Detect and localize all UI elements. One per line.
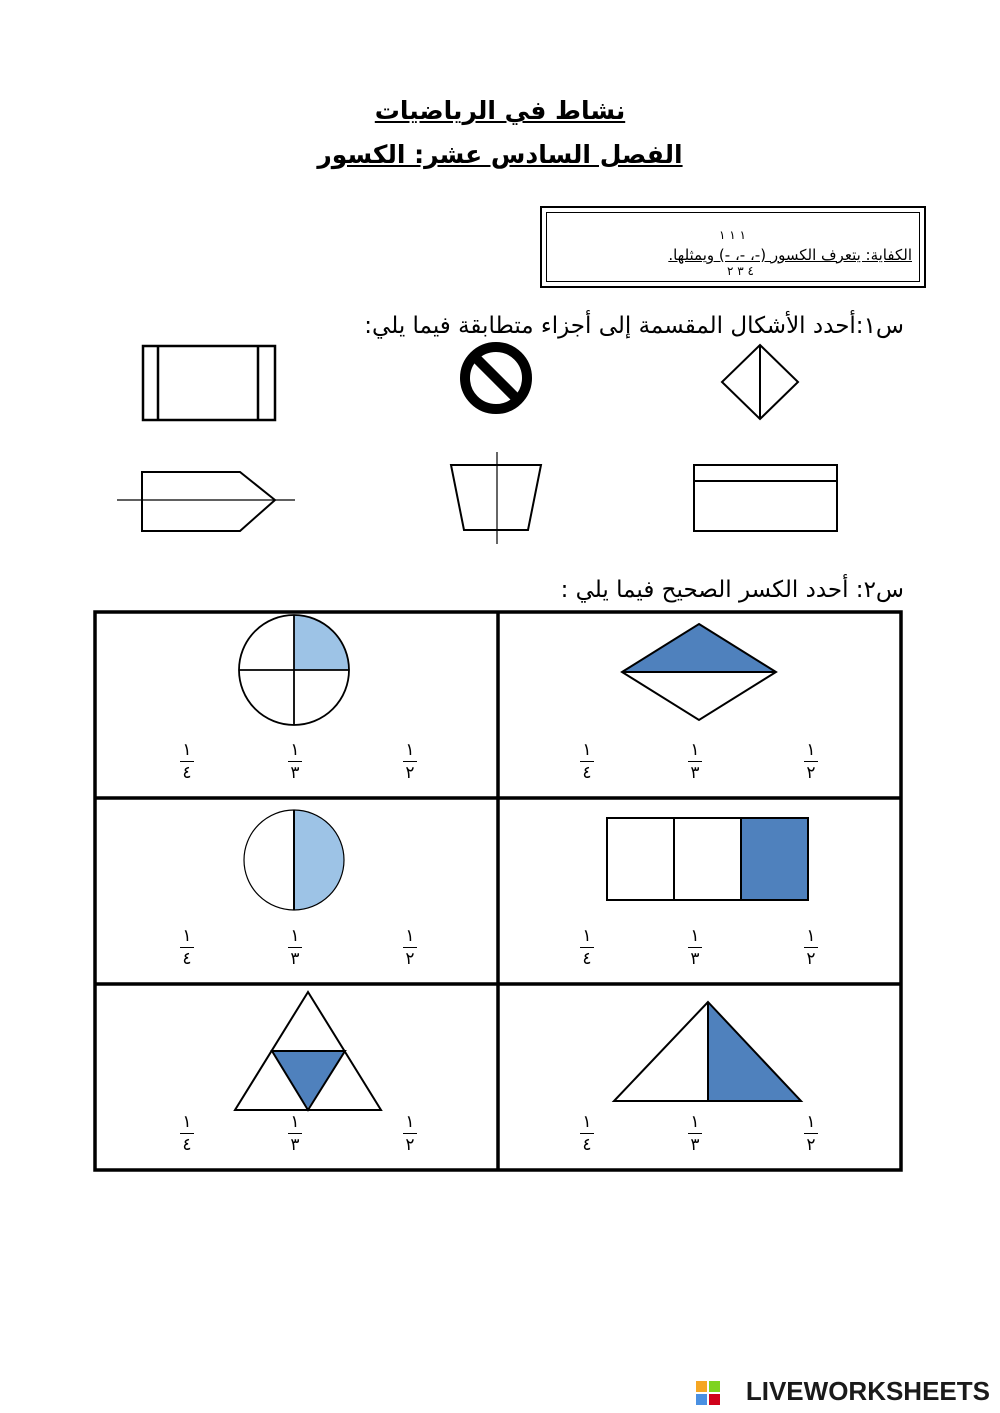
fraction-denominator: ٣ <box>290 1135 300 1155</box>
fraction-denominator: ٣ <box>290 763 300 783</box>
rectangle-strip-icon[interactable] <box>694 465 837 531</box>
fraction-numerator: ١ <box>582 740 592 760</box>
fraction-numerator: ١ <box>806 1112 816 1132</box>
fraction-denominator: ٤ <box>582 949 592 969</box>
rectangle-third-icon <box>607 818 808 900</box>
question-2-prompt: س٢: أحدد الكسر الصحيح فيما يلي : <box>560 577 904 603</box>
fraction-numerator: ١ <box>690 1112 700 1132</box>
fraction-bar <box>804 947 818 948</box>
fraction-denominator: ٢ <box>405 1135 415 1155</box>
fraction-bar <box>804 1133 818 1134</box>
page-title: نشاط في الرياضيات <box>374 96 626 125</box>
fraction-bar <box>288 1133 302 1134</box>
fraction-bar <box>580 947 594 948</box>
fraction-denominator: ٣ <box>690 949 700 969</box>
competency-denominators: ٤ ٣ ٢ <box>726 264 754 278</box>
pentagon-arrow-icon[interactable] <box>117 472 295 531</box>
fraction-option-r3-c1-3[interactable] <box>395 1112 425 1155</box>
fraction-denominator: ٤ <box>182 1135 192 1155</box>
triangle-half-icon <box>614 1002 801 1101</box>
fraction-numerator: ١ <box>290 926 300 946</box>
question-1-prompt: س١:أحدد الأشكال المقسمة إلى أجزاء متطابقة فيما يلي: <box>364 313 904 339</box>
competency-text: الكفاية: يتعرف الكسور (-، -، -) ويمثلها. <box>668 246 912 264</box>
fraction-option-r3-c1-2[interactable] <box>280 1112 310 1155</box>
fraction-numerator: ١ <box>182 740 192 760</box>
fraction-numerator: ١ <box>806 740 816 760</box>
fraction-bar <box>288 947 302 948</box>
fraction-denominator: ٤ <box>182 949 192 969</box>
fraction-numerator: ١ <box>690 740 700 760</box>
fraction-numerator: ١ <box>405 740 415 760</box>
triangle-quarter-icon <box>235 992 381 1110</box>
fraction-option-r3-c2-1[interactable] <box>572 1112 602 1155</box>
fraction-denominator: ٢ <box>405 949 415 969</box>
fraction-bar <box>403 761 417 762</box>
fraction-option-r1-c1-1[interactable] <box>172 740 202 783</box>
fraction-denominator: ٣ <box>290 949 300 969</box>
fraction-option-r2-c2-2[interactable] <box>680 926 710 969</box>
fraction-numerator: ١ <box>182 926 192 946</box>
fraction-denominator: ٢ <box>806 763 816 783</box>
fraction-option-r2-c2-3[interactable] <box>796 926 826 969</box>
diamond-half-icon <box>622 624 776 720</box>
fraction-bar <box>688 1133 702 1134</box>
fraction-denominator: ٢ <box>405 763 415 783</box>
fraction-option-r2-c1-1[interactable] <box>172 926 202 969</box>
competency-numerators: ١ ١ ١ <box>718 228 746 242</box>
rectangle-thirds-icon[interactable] <box>143 346 275 420</box>
fraction-numerator: ١ <box>582 926 592 946</box>
fraction-bar <box>688 761 702 762</box>
liveworksheets-logo: LIVEWORKSHEETS <box>745 1376 990 1406</box>
fraction-numerator: ١ <box>290 740 300 760</box>
fraction-option-r1-c2-2[interactable] <box>680 740 710 783</box>
fraction-option-r1-c1-3[interactable] <box>395 740 425 783</box>
fraction-bar <box>180 761 194 762</box>
fraction-option-r1-c2-3[interactable] <box>796 740 826 783</box>
diamond-halves-icon[interactable] <box>722 345 798 419</box>
fraction-option-r3-c2-3[interactable] <box>796 1112 826 1155</box>
fraction-bar <box>580 761 594 762</box>
fraction-bar <box>580 1133 594 1134</box>
fraction-bar <box>288 761 302 762</box>
fraction-option-r2-c1-3[interactable] <box>395 926 425 969</box>
circle-quarter-icon <box>239 615 349 725</box>
fraction-denominator: ٤ <box>582 1135 592 1155</box>
fraction-denominator: ٤ <box>582 763 592 783</box>
fraction-numerator: ١ <box>182 1112 192 1132</box>
trapezoid-icon[interactable] <box>451 452 541 544</box>
fraction-denominator: ٤ <box>182 763 192 783</box>
fraction-numerator: ١ <box>806 926 816 946</box>
liveworksheets-logo-icon <box>696 1381 720 1405</box>
page-subtitle: الفصل السادس عشر: الكسور <box>317 140 683 169</box>
fraction-option-r2-c2-1[interactable] <box>572 926 602 969</box>
fraction-bar <box>804 761 818 762</box>
fraction-denominator: ٣ <box>690 763 700 783</box>
fraction-option-r1-c2-1[interactable] <box>572 740 602 783</box>
fraction-bar <box>180 1133 194 1134</box>
fraction-denominator: ٢ <box>806 1135 816 1155</box>
fraction-option-r3-c1-1[interactable] <box>172 1112 202 1155</box>
fraction-option-r3-c2-2[interactable] <box>680 1112 710 1155</box>
fraction-bar <box>403 1133 417 1134</box>
fraction-numerator: ١ <box>405 926 415 946</box>
fraction-option-r1-c1-2[interactable] <box>280 740 310 783</box>
fraction-numerator: ١ <box>582 1112 592 1132</box>
fraction-bar <box>180 947 194 948</box>
fraction-denominator: ٢ <box>806 949 816 969</box>
circle-half-icon <box>244 810 344 910</box>
fraction-numerator: ١ <box>290 1112 300 1132</box>
fraction-bar <box>688 947 702 948</box>
fraction-denominator: ٣ <box>690 1135 700 1155</box>
no-entry-icon[interactable] <box>465 347 527 409</box>
fraction-bar <box>403 947 417 948</box>
fraction-option-r2-c1-2[interactable] <box>280 926 310 969</box>
fraction-numerator: ١ <box>405 1112 415 1132</box>
fraction-numerator: ١ <box>690 926 700 946</box>
